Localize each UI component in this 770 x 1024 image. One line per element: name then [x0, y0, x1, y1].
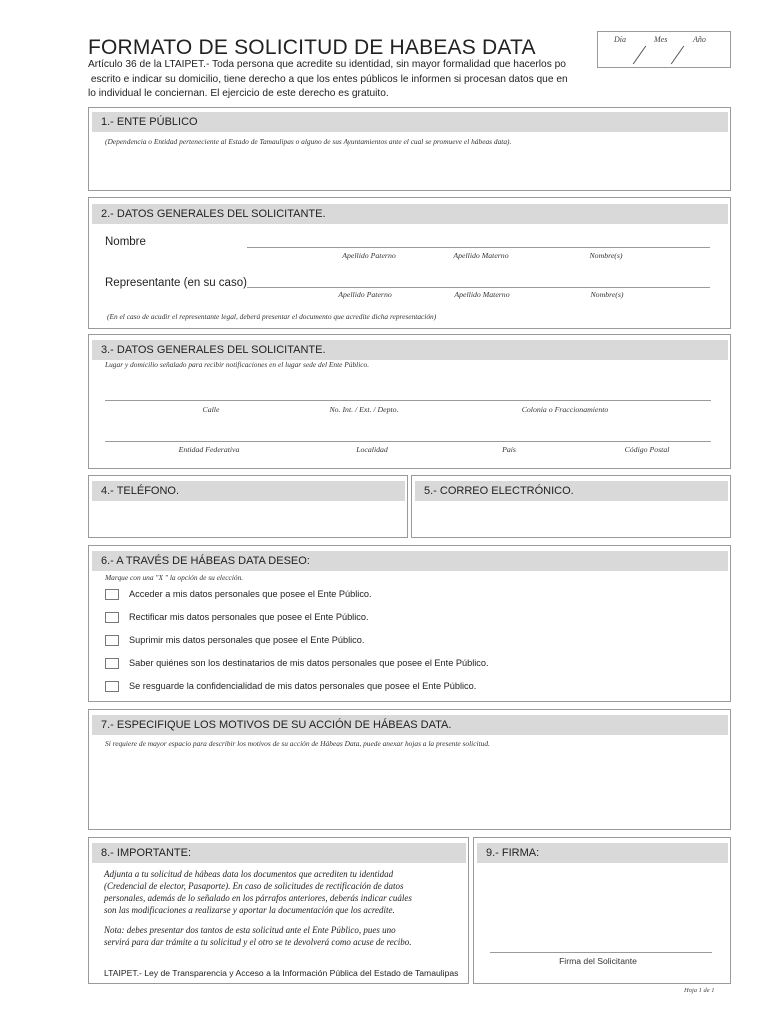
nombre-ap-paterno: Apellido Paterno	[342, 251, 396, 260]
intro-line-3: lo individual le conciernan. El ejercicio de este derecho es gratuito.	[88, 88, 389, 99]
page-number: Hoja 1 de 1	[684, 987, 715, 994]
cp-caption: Código Postal	[624, 445, 670, 454]
representante-line[interactable]	[247, 287, 710, 288]
section-2-note: (En el caso de acudir el representante legal, deberá presentar el documento que acredite dicha representación)	[107, 312, 437, 321]
date-day-label: Día	[614, 35, 626, 44]
section-firma	[473, 837, 731, 984]
domicilio-line-1[interactable]	[105, 400, 711, 401]
section-1-note: (Dependencia o Entidad perteneciente al Estado de Tamaulipas o alguno de sus Ayuntamientos ante el cual se promueve el hábeas data).	[105, 137, 512, 146]
date-year-label: Año	[693, 35, 706, 44]
representante-nombres: Nombre(s)	[590, 290, 624, 299]
importante-p1-line-1: Adjunta a tu solicitud de hábeas data los documentos que acrediten tu identidad	[104, 869, 394, 879]
representante-ap-materno: Apellido Materno	[454, 290, 510, 299]
option-suprimir-checkbox[interactable]	[105, 635, 119, 646]
nombre-nombres: Nombre(s)	[589, 251, 623, 260]
option-acceder-checkbox[interactable]	[105, 589, 119, 600]
representante-label: Representante (en su caso)	[105, 277, 247, 289]
option-confidencialidad-checkbox[interactable]	[105, 681, 119, 692]
option-destinatarios-label: Saber quiénes son los destinatarios de mis datos personales que posee el Ente Público.	[129, 658, 489, 668]
section-ente-publico[interactable]	[88, 107, 731, 191]
section-importante	[88, 837, 469, 984]
section-5-header: 5.- CORREO ELECTRÓNICO.	[415, 481, 728, 501]
section-4-header: 4.- TELÉFONO.	[92, 481, 405, 501]
importante-p2-line-1: Nota: debes presentar dos tantos de esta solicitud ante el Ente Público, pues uno	[104, 925, 396, 935]
numero-caption: No. Int. / Ext. / Depto.	[329, 405, 399, 414]
option-rectificar-checkbox[interactable]	[105, 612, 119, 623]
option-confidencialidad-label: Se resguarde la confidencialidad de mis datos personales que posee el Ente Público.	[129, 681, 477, 691]
entidad-caption: Entidad Federativa	[178, 445, 240, 454]
localidad-caption: Localidad	[356, 445, 388, 454]
importante-p1-line-3: personales, además de lo señalado en los párrafos anteriores, deberás indicar cuáles	[104, 893, 412, 903]
section-domicilio	[88, 334, 731, 469]
section-1-header: 1.- ENTE PÚBLICO	[92, 112, 728, 132]
section-6-note: Marque con una "X " la opción de su elección.	[105, 573, 244, 582]
section-correo[interactable]	[411, 475, 731, 538]
section-9-header: 9.- FIRMA:	[477, 843, 728, 863]
importante-p1-line-2: (Credencial de elector, Pasaporte). En caso de solicitudes de rectificación de datos	[104, 881, 404, 891]
importante-p2-line-2: servirá para dar trámite a tu solicitud y el otro se te devolverá como acuse de recibo.	[104, 937, 412, 947]
calle-caption: Calle	[202, 405, 220, 414]
section-motivos[interactable]	[88, 709, 731, 830]
intro-line-2: escrito e indicar su domicilio, tiene derecho a que los entes públicos le informen si procesan datos que en	[88, 73, 568, 85]
section-datos-solicitante	[88, 197, 731, 329]
section-habeas-options	[88, 545, 731, 702]
section-7-header: 7.- ESPECIFIQUE LOS MOTIVOS DE SU ACCIÓN DE HÁBEAS DATA.	[92, 715, 728, 735]
date-box[interactable]	[597, 31, 731, 68]
importante-paragraph-1	[104, 868, 412, 916]
section-7-note: Si requiere de mayor espacio para describir los motivos de su acción de Hábeas Data, puede anexar hojas a la presente solicitud.	[105, 739, 490, 748]
firma-caption: Firma del Solicitante	[559, 956, 637, 966]
page-title: FORMATO DE SOLICITUD DE HABEAS DATA	[88, 36, 536, 59]
option-destinatarios-checkbox[interactable]	[105, 658, 119, 669]
option-rectificar-label: Rectificar mis datos personales que posee el Ente Público.	[129, 612, 369, 622]
option-suprimir-label: Suprimir mis datos personales que posee el Ente Público.	[129, 635, 365, 645]
section-8-header: 8.- IMPORTANTE:	[92, 843, 466, 863]
date-separator-1	[633, 46, 646, 65]
representante-ap-paterno: Apellido Paterno	[338, 290, 392, 299]
section-telefono[interactable]	[88, 475, 408, 538]
nombre-ap-materno: Apellido Materno	[453, 251, 509, 260]
firma-line[interactable]	[490, 952, 712, 953]
importante-paragraph-2	[104, 924, 412, 948]
nombre-line[interactable]	[247, 247, 710, 248]
colonia-caption: Colonia o Fraccionamiento	[521, 405, 609, 414]
intro-line-1: Artículo 36 de la LTAIPET.- Toda persona que acredite su identidad, sin mayor formalidad que hacerlos po	[88, 59, 566, 70]
date-month-label: Mes	[654, 35, 668, 44]
importante-p1-line-4: son las modificaciones a realizarse y aportar la documentación que los acredite.	[104, 905, 395, 915]
date-separator-2	[671, 46, 684, 65]
domicilio-line-2[interactable]	[105, 441, 711, 442]
section-3-header: 3.- DATOS GENERALES DEL SOLICITANTE.	[92, 340, 728, 360]
section-3-note: Lugar y domicilio señalado para recibir notificaciones en el lugar sede del Ente Público.	[105, 360, 370, 369]
section-2-header: 2.- DATOS GENERALES DEL SOLICITANTE.	[92, 204, 728, 224]
option-acceder-label: Acceder a mis datos personales que posee el Ente Público.	[129, 589, 372, 599]
intro-text	[88, 58, 578, 102]
ltaipet-footer: LTAIPET.- Ley de Transparencia y Acceso a la Información Pública del Estado de Tamaulipas	[104, 968, 459, 978]
pais-caption: País	[502, 445, 516, 454]
nombre-label: Nombre	[105, 236, 146, 248]
section-6-header: 6.- A TRAVÉS DE HÁBEAS DATA DESEO:	[92, 551, 728, 571]
